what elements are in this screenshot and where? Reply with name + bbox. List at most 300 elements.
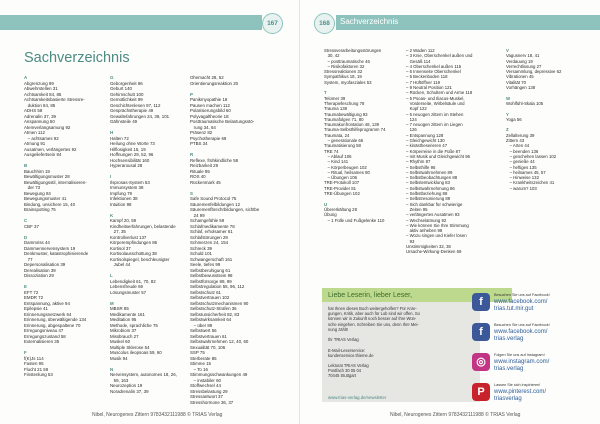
index-entry: Schreck 39 xyxy=(190,245,212,251)
index-column xyxy=(406,48,472,255)
index-entry: – 5 Beckenboden 118 xyxy=(406,74,448,80)
index-entry: – mit Musik und Gleichgewicht 96 xyxy=(406,153,471,159)
social-caption: Besuchen Sie uns auf Facebook! xyxy=(494,293,550,297)
pinterest-icon: P xyxy=(472,383,490,401)
index-entry: Selbstberuhigung 61 xyxy=(190,267,231,273)
index-entry: Bewegung 84 xyxy=(24,190,51,196)
index-letter-heading: I xyxy=(110,174,112,179)
index-entry: Sterberate 85 xyxy=(190,355,217,361)
index-entry: – heftiges 135 xyxy=(506,164,537,170)
social-link[interactable] xyxy=(470,318,594,348)
social-caption: Folgen Sie uns auf Instagram! xyxy=(494,353,545,357)
index-entry: Reflexe, frühkindliche 58 xyxy=(190,157,239,163)
index-entry: Säuremenfbrechrbildungen, sichtbe xyxy=(190,207,260,212)
index-entry: Vibrationen 45 xyxy=(506,74,534,80)
index-entry: Achtsamkeit 84, 85 xyxy=(24,91,62,97)
index-entry: – 5 Psoas- und Iliacus-Muskel, xyxy=(406,95,465,101)
index-entry: – geschehen lassen 102 xyxy=(506,153,557,159)
index-entry: Noradrenalin 37, 39 xyxy=(110,388,149,394)
index-entry: Präsenz 82 xyxy=(190,130,213,135)
index-entry: Intuition 98 xyxy=(110,201,132,207)
index-column xyxy=(24,75,88,378)
index-entry: Musik 94 xyxy=(110,355,128,361)
index-entry: Körperempfindungen 86 xyxy=(110,240,158,245)
page-footer: Nibel, Neurogenes Zittern 9783432111988 © TRIAS Verlag xyxy=(92,412,223,418)
index-letter-heading: M xyxy=(110,300,114,306)
social-handle[interactable]: trias.verlag xyxy=(494,336,524,342)
index-entry: Trauma-Selbsthilfeprogramm 74 xyxy=(324,127,386,133)
index-entry: – Wozu singen und Kiefer lösen xyxy=(406,233,467,239)
index-letter-heading: N xyxy=(110,366,114,372)
index-entry: Dammriss 44 xyxy=(24,240,50,245)
index-entry: – Selbsthilfe 95 xyxy=(406,164,436,170)
index-entry: Telomer 39 xyxy=(324,95,346,101)
index-entry: Adrenalin 37, 39 xyxy=(24,113,56,119)
index-entry: Ilsprosas-System 53 xyxy=(110,179,150,185)
index-entry: Stimme 15 xyxy=(190,361,211,366)
index-entry: Multiple Sklerose 54 xyxy=(110,344,150,350)
index-entry: MBSR 85 xyxy=(110,306,129,311)
index-entry: Vorhängen 138 xyxy=(506,85,536,91)
index-entry: – Gleichgewicht 130 xyxy=(406,138,445,144)
index-entry: Lösungsmuster 57 xyxy=(110,289,147,295)
index-entry: Abwehrstellen 31 xyxy=(24,86,58,91)
index-entry: Übererkältung 28 xyxy=(324,206,357,212)
index-entry: 24 99 xyxy=(190,212,205,218)
index-entry: – Körperreise in die Füße 87 xyxy=(406,148,461,154)
index-entry: Gesäß 114 xyxy=(406,58,431,64)
index-entry: – Selbstwahrnehmung 86 xyxy=(406,185,455,191)
index-entry: Schwangerschaft 161 xyxy=(190,256,233,262)
index-entry: Stressreaktionen 32 xyxy=(324,69,363,75)
index-entry: Psychotherapie 69 xyxy=(190,135,227,141)
social-url[interactable]: www.facebook.com/ xyxy=(494,299,548,305)
reader-note-line: Ihr TRIAS Verlag xyxy=(328,337,359,343)
index-entry: rung 34, 64 xyxy=(190,124,216,130)
social-url[interactable]: www.instagram.com/ xyxy=(494,359,550,365)
index-entry: – Krankheitszeichen 41 xyxy=(506,180,555,186)
social-url[interactable]: www.facebook.com/ xyxy=(494,329,548,335)
index-entry: Ohnmacht 28, 52 xyxy=(190,75,224,80)
index-entry: Bindung, unsichere 15, 40 xyxy=(24,201,76,207)
index-entry: – 4 Oberschenkel außen 115 xyxy=(406,63,462,69)
index-entry: PTBS 34 xyxy=(190,141,208,146)
index-entry: Erregungszustand 58 xyxy=(24,333,66,339)
index-entry: Schmerzen 24, 154 xyxy=(190,240,229,245)
index-entry: – Wechselatmung 92 xyxy=(406,217,447,223)
index-letter-heading: U xyxy=(324,201,328,207)
index-entry: – kinästheserieren 47 xyxy=(406,143,448,149)
page-number: 167 xyxy=(262,13,283,34)
reader-note-text xyxy=(328,306,478,379)
reader-note-line: sche eingehen. Schreiben Sie uns, denn Ihre Mei- xyxy=(328,321,419,327)
index-entry: – heilsames 45, 57 xyxy=(506,169,546,175)
index-entry: Bewältigungsstil, internalisieren- xyxy=(24,179,87,185)
index-entry: Pausen machen 112 xyxy=(190,102,230,108)
index-entry: Stressbelastung 29 xyxy=(190,388,228,394)
index-entry: Geburt 140 xyxy=(110,86,132,91)
index-entry: TRE-Provider 81 xyxy=(324,185,356,191)
index-entry: – Entspannung 128 xyxy=(406,132,444,138)
index-entry: – generationale 66 xyxy=(324,138,364,144)
index-entry: Dammennervensystem 19 xyxy=(24,245,76,251)
index-entry: Selbstunsicherheit 82, 83 xyxy=(190,311,240,317)
index-entry: Zellalterung 39 xyxy=(506,132,535,138)
index-entry: Stoffwechsel 44 xyxy=(190,383,221,388)
index-entry: Erinnerung, überwältigende 134 xyxy=(24,317,87,322)
index-entry: – instabiler 60 xyxy=(190,377,221,383)
running-header: Sachverzeichnis xyxy=(340,17,399,26)
index-entry: Epilepsie 41 xyxy=(24,306,48,311)
reader-note-line: kundenservice.thieme.de xyxy=(328,352,374,358)
index-entry: Gemütlichkeit 99 xyxy=(110,97,143,102)
index-entry: Kortisolausschüttung 38 xyxy=(110,251,157,256)
index-entry: Orientierungsreaktion 20 xyxy=(190,80,239,86)
index-entry: – achtsames 92 xyxy=(24,135,59,141)
index-entry: Lebendigkeit 61, 70, 82 xyxy=(110,278,156,284)
index-entry: Lebensfreude 69 xyxy=(110,284,143,289)
index-entry: Muskel 60 xyxy=(110,339,131,344)
index-letter-heading: G xyxy=(110,75,114,80)
index-entry: Bewältigungsmuster 28 xyxy=(24,174,70,179)
index-entry: Selbstschutzmechanismen 90 xyxy=(190,300,249,306)
index-entry: System, myofasziales 53 xyxy=(324,79,372,85)
index-entry: Hochsensibilität 160 xyxy=(110,157,150,163)
index-entry: Immunsystem 38 xyxy=(110,185,144,190)
index-entry: EMDR 72 xyxy=(24,295,44,300)
index-letter-heading: R xyxy=(190,152,194,157)
index-entry: Neurozeption 19 xyxy=(110,383,143,388)
page-footer: Nibel, Neurogenes Zittern 9783432111988 © TRIAS Verlag xyxy=(390,412,521,418)
index-entry: 59, 163 xyxy=(110,377,129,383)
index-entry: Sexualität 70, 106 xyxy=(190,344,226,350)
index-entry: Bauchhirn 19 xyxy=(24,168,50,174)
page-title: Sachverzeichnis xyxy=(24,50,130,66)
index-letter-heading: K xyxy=(110,212,114,218)
index-entry: Reizbarkeit 29 xyxy=(190,163,219,168)
index-entry: – Risikofaktoren 32 xyxy=(324,63,365,69)
index-entry: – beenden 136 xyxy=(506,148,539,154)
index-entry: Selbstwahrnehmen 12, 40, 60 xyxy=(190,339,249,344)
index-entry: – 9 Neutral Position 121 xyxy=(406,85,452,91)
index-letter-heading: E xyxy=(24,284,27,289)
social-handle[interactable]: triasverlag xyxy=(494,396,522,402)
index-entry: – Selbstbeziehung 88 xyxy=(406,191,448,197)
index-entry: Zittern 43 xyxy=(506,138,525,144)
index-column xyxy=(506,48,561,191)
index-entry: Brainspotting 75 xyxy=(24,207,56,212)
reader-note-line: Postfach 30 05 04 xyxy=(328,368,362,374)
index-entry: Derealisation 39 xyxy=(24,267,56,273)
index-entry: Seele, tiefes 99 xyxy=(190,262,221,267)
index-entry: Halten 72 xyxy=(110,135,129,141)
index-entry: aktiv anheben 98 xyxy=(406,228,443,234)
index-entry: Säuremenfelbildungen 12 xyxy=(190,201,241,207)
index-column xyxy=(110,75,177,394)
index-entry: Traumabewältigung 93 xyxy=(324,111,368,117)
index-entry: Anspannung 50 xyxy=(24,119,55,124)
index-entry: – Arten 44 xyxy=(506,143,530,149)
index-letter-heading: P xyxy=(190,91,193,97)
index-column xyxy=(190,75,259,405)
index-entry: – Wie können Sie Ihre Stimmung xyxy=(406,222,469,228)
index-entry: Unstimmigkeiten 32, 36 xyxy=(406,243,451,249)
index-entry: Erinnerungsnetzwerk 64 xyxy=(24,311,72,317)
index-entry: Verdauung 19 xyxy=(506,58,533,64)
index-entry: Gewaltefahrungen 24, 39, 101 xyxy=(110,113,170,119)
index-entry: – über 89 xyxy=(190,322,213,328)
index-entry: – Übungen 106 xyxy=(324,175,357,181)
index-entry: Gähnsteile 49 xyxy=(110,119,138,124)
reader-note-line: 70445 Stuttgart xyxy=(328,373,356,379)
index-entry: – 2 Waden 112 xyxy=(406,48,435,53)
index-entry: Gesprächstherapie 49 xyxy=(110,108,154,113)
index-entry: TRE 74 xyxy=(324,148,339,154)
index-entry: Schuld 101 xyxy=(190,251,212,256)
index-entry: Kortisol 37 xyxy=(110,245,131,251)
index-entry: – Rhythm 87 xyxy=(406,159,431,165)
index-entry: Schamgefühle 59 xyxy=(190,218,225,223)
index-entry: Finstenlung 53 xyxy=(24,372,53,377)
index-entry: Kampf 20, 59 xyxy=(110,218,137,223)
index-entry: Methode, sprachliche 75 xyxy=(110,322,158,328)
index-entry: Ausatmen, verlängertes 92 xyxy=(24,146,77,152)
index-entry: Schlafmedikamente 78 xyxy=(190,223,235,229)
index-entry: Stimmungsschwankungen 49 xyxy=(190,372,248,377)
index-entry: Erregungsniveau 47 xyxy=(24,328,64,333)
index-entry: Verrechtlissung 27 xyxy=(506,63,542,69)
index-entry: – Rücken, Schultern und Arme 118 xyxy=(406,90,473,96)
index-letter-heading: A xyxy=(24,75,28,80)
index-entry: Traumata, 24 xyxy=(324,132,350,138)
index-entry: Stressantwort 37 xyxy=(190,394,223,399)
index-entry: Bewegungsmuster 41 xyxy=(24,196,67,201)
index-entry: – verlängertes Ausatmen 93 xyxy=(406,212,460,218)
index-entry: Gehirnschutt 100 xyxy=(110,91,144,97)
reader-note-title: Liebe Leserin, lieber Leser, xyxy=(328,292,413,299)
index-entry: Schlaf, erholsamer 61 xyxy=(190,229,233,234)
index-letter-heading: L xyxy=(110,273,113,278)
index-entry: ROS 40 xyxy=(190,174,206,179)
index-entry: – 6 Innenseite Oberschenkel xyxy=(406,69,461,75)
index-entry: Achtsamkeitsbasierte Stressre- xyxy=(24,97,85,102)
index-entry: Hyperarousal 28 xyxy=(110,163,143,168)
index-entry: Stresshormone 36, 37 xyxy=(190,399,234,405)
index-entry: TRE-Protokoll 107 xyxy=(324,180,360,186)
page-number: 168 xyxy=(314,13,335,34)
index-entry: Rückenmark 45 xyxy=(190,179,221,185)
index-entry: Nervensystem, autonomes 18, 26, xyxy=(110,372,177,377)
index-entry: – Hinweise 132 xyxy=(506,175,539,181)
index-entry: Rituale 95 xyxy=(190,168,210,174)
index-entry: Selbstvertrauen 61 xyxy=(190,333,227,339)
index-entry: Denkmuster, katastrophisierende xyxy=(24,251,89,256)
facebook-icon: f xyxy=(472,323,490,341)
index-entry: Missbrauch 27 xyxy=(110,333,139,339)
index-entry: – Ritual, heilsames 80 xyxy=(324,169,370,175)
index-letter-heading: W xyxy=(506,95,511,101)
index-entry: Safe Sound Protocol 75 xyxy=(190,196,237,201)
index-entry: Wohlfühl-Skala 105 xyxy=(506,100,544,106)
index-letter-heading: Z xyxy=(506,127,509,133)
social-caption: Besuchen Sie uns auf Facebook! xyxy=(494,323,550,327)
index-entry: Selbstfürsorge 89, 99 xyxy=(190,278,232,284)
index-letter-heading: B xyxy=(24,163,28,168)
index-entry: Geborgenheit 96 xyxy=(110,80,143,86)
index-entry: Atmung 91 xyxy=(24,141,46,146)
index-entry: Entspannung, aktive 94 xyxy=(24,300,70,306)
index-entry: Abgrenzung 99 xyxy=(24,80,54,86)
index-entry: – To 16 xyxy=(190,366,208,372)
reader-note-line: können wir in Zukunft noch besser auf Ihre Wün- xyxy=(328,316,417,322)
index-entry: Medikamente 161 xyxy=(110,311,145,317)
reader-note-line: E-Mail-Leserservice: xyxy=(328,347,366,353)
index-entry: Selbstwert 56 xyxy=(190,328,217,333)
index-letter-heading: D xyxy=(24,234,28,240)
index-entry: Fasten 95 xyxy=(24,361,44,366)
index-entry: Zeiten 95 xyxy=(406,206,428,212)
index-entry: Kindheitserfahrungen, belastende xyxy=(110,223,176,229)
index-entry: 77 xyxy=(24,256,33,262)
reader-note-line: Lektorat TRIAS Verlag xyxy=(328,363,369,369)
index-entry: – Kind 141 xyxy=(324,159,349,165)
index-entry: Meditation 95 xyxy=(110,317,137,322)
index-entry: Übung xyxy=(324,212,337,218)
index-entry: Flucht 21 59 xyxy=(24,366,49,372)
index-entry: Vitalität 70 xyxy=(506,79,526,85)
reader-note-line: gungen, Kritik, aber auch für Lob sind wir offen. So xyxy=(328,311,420,317)
social-handle[interactable]: trias.tut.mir.gut xyxy=(494,306,534,312)
instagram-icon: ◎ xyxy=(472,353,490,371)
index-entry: Trauma 138 xyxy=(324,106,348,112)
index-entry: – Selbstentwicklung 83 xyxy=(406,180,450,186)
index-entry: Polyvagaltheorie 18 xyxy=(190,113,229,119)
index-entry: – 7 Hüftöffner 119 xyxy=(406,79,441,85)
reader-note-line: nung zählt! xyxy=(328,326,349,332)
index-entry: der 73 xyxy=(24,185,41,190)
index-entry: Selbstwirksamkeit 64 xyxy=(190,317,232,322)
index-entry: – genieße 44 xyxy=(506,159,535,165)
index-entry: Stressverarbeitungsstörungen xyxy=(324,48,382,53)
index-entry: Impfung 79 xyxy=(110,190,132,196)
index-entry: 124 xyxy=(406,116,417,122)
index-entry: – Selbstbeobachtungen 88 xyxy=(406,175,458,181)
index-entry: Atmen 112 xyxy=(24,130,45,135)
index-entry: Infektionen 38 xyxy=(110,196,138,201)
index-entry: Mikrobiom 37 xyxy=(110,328,137,333)
index-entry: Traumakonfrontation 48, 139 xyxy=(324,122,380,128)
index-entry: – warum? 103 xyxy=(506,185,537,191)
index-entry: CBF 37 xyxy=(24,223,39,229)
index-entry: Externalisieren 35 xyxy=(24,339,60,344)
right-page xyxy=(300,0,600,424)
index-letter-heading: Y xyxy=(506,111,509,117)
index-entry: Kortisolspiegel, beschleunigter xyxy=(110,256,170,262)
facebook-icon: f xyxy=(472,293,490,311)
index-entry: Sympathikus 18, 19 xyxy=(324,74,362,80)
index-entry: Traumafolgen 71, 80 xyxy=(324,116,364,122)
social-link[interactable] xyxy=(470,288,594,318)
index-entry: – Selbstresonierung 89 xyxy=(406,196,451,202)
index-entry: Erinnerung, abgespaltene 70 xyxy=(24,322,81,328)
index-entry: EFT 72 xyxy=(24,289,39,295)
index-entry: Vagusnerv 18, 41 xyxy=(506,53,540,59)
index-entry: Dissoziation 29 xyxy=(24,273,54,278)
index-entry: – 3 Knie, Oberschenkel außen und xyxy=(406,53,473,59)
index-entry: Selbstregulation 55, 96, 112 xyxy=(190,284,245,289)
index-entry: Kopf 122 xyxy=(406,106,427,112)
social-url[interactable]: www.pinterest.com/ xyxy=(494,389,547,395)
index-entry: Versammlung, depressive 62 xyxy=(506,69,562,75)
newsletter-link[interactable]: www.trias-verlag.de/newsletter xyxy=(328,395,387,400)
index-entry: Selbstbewusstsein 98 xyxy=(190,273,233,278)
index-entry: Geschichtenlesen 97, 112 xyxy=(110,102,161,108)
index-entry: Ursache-Wirkung-Denken 69 xyxy=(406,249,462,255)
index-entry: duktion 84, 85 xyxy=(24,102,56,108)
index-letter-heading: T xyxy=(324,90,327,96)
index-entry: – Selbstwahrnehmen 89 xyxy=(406,169,453,175)
index-letter-heading: V xyxy=(506,48,509,53)
index-entry: – Ablauf 106 xyxy=(324,153,352,159)
social-link[interactable] xyxy=(470,378,594,408)
index-entry: 93 xyxy=(406,238,415,244)
index-entry: Selbstvertrauen 102 xyxy=(190,295,230,300)
index-entry: ADHS 58 xyxy=(24,108,43,113)
index-entry: Jubel 44 xyxy=(110,262,131,267)
index-entry: – posttraumatische 46 xyxy=(324,58,370,64)
index-entry: Hilflosigkeit 15, 19 xyxy=(110,146,146,152)
index-entry: Atemverlangsamung 92 xyxy=(24,124,71,130)
index-entry: Vorderseite, Wirbelsäule und xyxy=(406,100,465,106)
index-entry: 27, 35 xyxy=(110,229,126,234)
reader-note-line: hat Ihnen dieses Buch weitergeholfen? Für Anre- xyxy=(328,306,417,311)
index-entry: Traumatisierung 58 xyxy=(324,143,361,149)
index-letter-heading: S xyxy=(190,190,193,196)
index-entry: Selbstschutz-Strafen 36 xyxy=(190,306,237,311)
index-letter-heading: F xyxy=(24,350,27,355)
index-entry: Schlafstörungen 29 xyxy=(190,234,228,240)
index-entry: Panikmyopathie 18 xyxy=(190,97,228,102)
index-entry: Posttraumatische Belastungsstö- xyxy=(190,119,255,124)
index-entry: Heilung ohne Worte 73 xyxy=(110,141,155,146)
index-entry: Muscolus ileopsoas 59, 60 xyxy=(110,350,162,355)
index-entry: – Sich dankbar für schwierige xyxy=(406,201,463,207)
index-entry: 30, 42 xyxy=(324,53,340,59)
index-column xyxy=(324,48,385,223)
index-entry: Selbstschutz 61 xyxy=(190,289,221,295)
index-entry: – 6 neuogen zittern im Stehen xyxy=(406,111,464,117)
index-entry: – 1 Fülle und Fußgelenke 110 xyxy=(324,217,385,223)
header-bar xyxy=(0,15,262,30)
social-caption: Lassen Sie sich inspirieren! xyxy=(494,383,541,387)
index-entry: Yoga 56 xyxy=(506,116,522,122)
index-letter-heading: C xyxy=(24,218,28,223)
social-link[interactable] xyxy=(470,348,594,378)
index-entry: Kontrollverlust 137 xyxy=(110,234,147,240)
index-entry: Hoffnungen 29, 52, 96 xyxy=(110,152,154,157)
index-entry: f(K)Js 114 xyxy=(24,355,44,361)
index-entry: Therapiefeschung 78 xyxy=(324,100,365,106)
index-entry: Polarisierungsbild 60 xyxy=(190,108,231,113)
social-handle[interactable]: trias.verlag xyxy=(494,366,524,372)
index-entry: SSP 75 xyxy=(190,350,205,355)
index-entry: TRE-Übungen 102 xyxy=(324,191,360,197)
index-letter-heading: H xyxy=(110,130,114,135)
index-entry: – Körperbeugen 102 xyxy=(324,164,367,170)
index-entry: 126 xyxy=(406,127,417,133)
index-entry: Depersonalisation 39 xyxy=(24,262,66,267)
index-entry: – 7 neuogen zittern im Liegen xyxy=(406,122,463,128)
